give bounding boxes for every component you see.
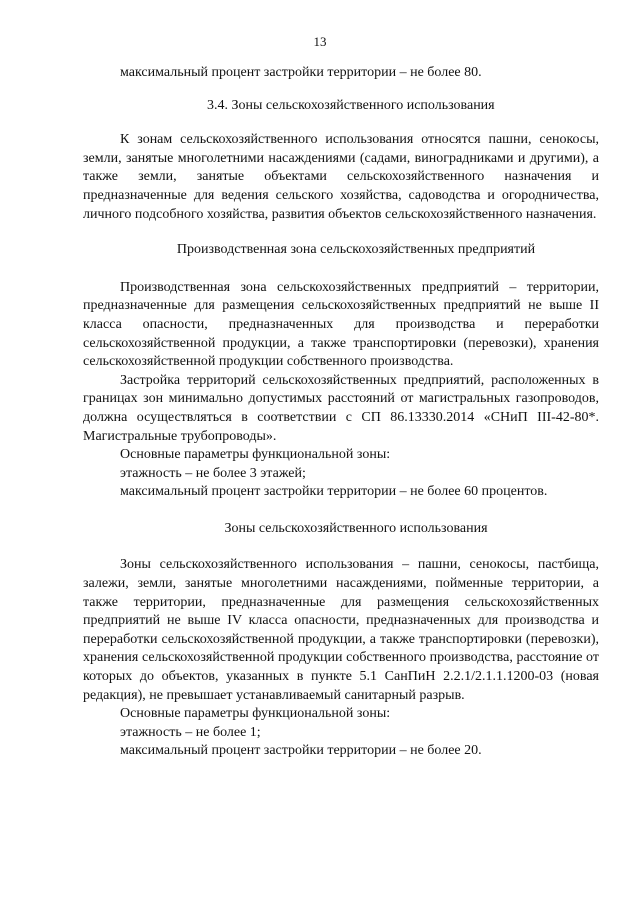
agri-zone-param-floors: этажность – не более 1; xyxy=(120,724,261,740)
production-zone-param-coverage: максимальный процент застройки территории – не более 60 процентов. xyxy=(120,484,548,500)
agri-zone-param-coverage: максимальный процент застройки территории – не более 20. xyxy=(120,743,482,759)
intro-line: максимальный процент застройки территории – не более 80. xyxy=(120,65,482,80)
production-zone-heading: Производственная зона сельскохозяйственных предприятий xyxy=(176,242,536,258)
production-zone-paragraph-1: Производственная зона сельскохозяйственных предприятий – территории, предназначенные для размещения сельскохозяйственных предприятий не выше II класса опасности, предназначенных для производства и переработки сельскохозяйственной продукции, а также транспортировки (перевозки), хранения сельскохозяйственной продукции собственного производства. xyxy=(83,279,599,370)
production-zone-paragraph-2: Застройка территорий сельскохозяйственных предприятий, расположенных в границах зон минимально допустимых расстояний от магистральных газопроводов, должна осуществляться в соответствии с СП 86.13330.2014 «СНиП III-42-80*. Магистральные трубопроводы». xyxy=(83,372,599,444)
section-3-4-paragraph: К зонам сельскохозяйственного использования относятся пашни, сенокосы, земли, занятые многолетними насаждениями (садами, виноградниками и другими), а также земли, занятые объектами сельскохозяйственного назначения и предназначенные для ведения сельского хозяйства, садоводства и огородничества, личного подсобного хозяйства, развития объектов сельскохозяйственного назначения. xyxy=(83,132,599,222)
production-zone-param-floors: этажность – не более 3 этажей; xyxy=(120,465,306,481)
production-zone-params-label: Основные параметры функциональной зоны: xyxy=(120,447,391,463)
agri-zone-params-label: Основные параметры функциональной зоны: xyxy=(120,706,391,722)
agri-zone-heading: Зоны сельскохозяйственного использования xyxy=(224,520,488,536)
page-content xyxy=(83,64,599,761)
page-number: 13 xyxy=(313,34,327,49)
agri-zone-paragraph: Зоны сельскохозяйственного использования – пашни, сенокосы, пастбища, залежи, земли, занятые многолетними насаждениями, пойменные территории, а также территории, предназначенные для размещения сельскохозяйственных предприятий не выше IV класса опасности, предназначенных для производства и переработки сельскохозяйственной продукции, а также транспортировки (перевозки), хранения сельскохозяйственной продукции собственного производства, расстояние от которых до объектов, указанных в пункте 5.1 СанПиН 2.2.1/2.1.1.1200-03 (новая редакция), не превышает устанавливаемый санитарный разрыв. xyxy=(83,557,599,703)
section-3-4-heading: 3.4. Зоны сельскохозяйственного использования xyxy=(207,97,495,113)
